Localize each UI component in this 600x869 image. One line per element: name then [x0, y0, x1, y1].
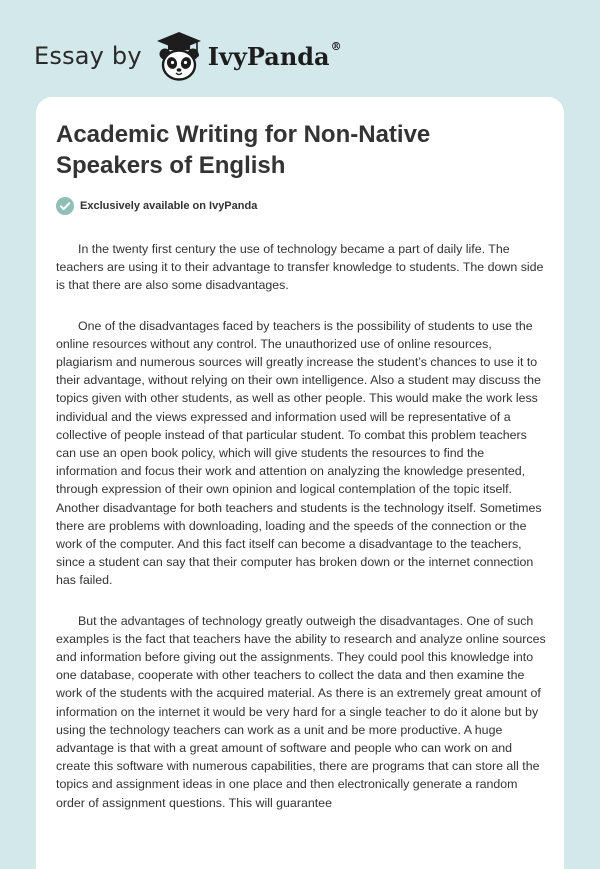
check-circle-icon — [56, 197, 74, 215]
availability-text: Exclusively available on IvyPanda — [80, 200, 258, 212]
panda-graduate-icon — [156, 30, 202, 82]
essay-body — [56, 240, 548, 834]
paragraph-3: But the advantages of technology greatly outweigh the disadvantages. One of such examples is the fact that teachers have the ability to research and analyze online sources and information before giving out the assignments. They could pool this knowledge into one database, cooperate with other teachers to collect the data and then examine the work of the students with the acquired material. As there is an extremely great amount of information on the internet it would be very hard for a single teacher to do it alone but by using the technology teachers can work as a unit and be more productive. A huge advantage is that with a great amount of software and people who can work on and create this software with numerous capabilities, there are programs that can store all the topics and assignment ideas in one place and then electronically generate a random order of assignment questions. This will guarantee — [56, 613, 546, 810]
essay-title: Academic Writing for Non-Native Speakers of English — [56, 121, 431, 179]
brand-bar[interactable] — [34, 26, 342, 86]
brand-name — [207, 39, 342, 71]
brand-name-text: IvyPanda — [207, 41, 330, 71]
brand-prefix: Essay by — [34, 42, 142, 70]
availability-note — [56, 197, 257, 215]
paragraph-1: In the twenty first century the use of technology became a part of daily life. The teachers are using it to their advantage to transfer knowledge to students. The down side is that there are also some disadvantages. — [56, 242, 544, 293]
paragraph-2: One of the disadvantages faced by teachers is the possibility of students to use the online resources without any control. The unauthorized use of online resources, plagiarism and numerous sources will greatly increase the student’s chances to use it to their advantage, without relying on their own intelligence. Also a student may discuss the topics given with other students, as well as other people. This would make the work less individual and the views expressed and information used will be representative of a collective of people instead of that particular student. To combat this problem teachers can use an open book policy, which will give students the resources to find the information and focus their work and attention on analyzing the knowledge presented, through expression of their own opinion and logical contemplation of the topic itself. Another disadvantage for both teachers and students is the technology itself. Sometimes there are problems with downloading, loading and the speeds of the connection or the work of the computer. And this fact itself can become a disadvantage to the teachers, since a student can say that their computer has broken down or the internet connection has failed. — [56, 318, 542, 588]
essay-card — [36, 97, 564, 869]
registered-mark: ® — [330, 39, 342, 53]
